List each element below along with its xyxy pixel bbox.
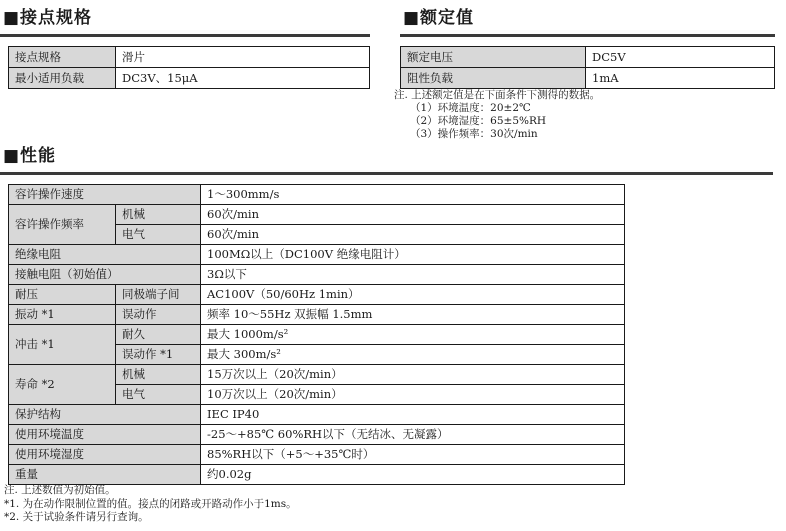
row-label-cell: 容许操作速度 (9, 185, 201, 205)
table-row (401, 47, 775, 68)
row-label-cell: 使用环境温度 (9, 425, 201, 445)
row-value-cell: 3Ω以下 (201, 265, 625, 285)
table-row (9, 465, 625, 485)
row-sublabel-cell: 耐久 (116, 325, 201, 345)
table-row (401, 68, 775, 89)
row-label-cell: 额定电压 (401, 47, 586, 68)
row-sublabel-cell: 电气 (116, 225, 201, 245)
performance-table (8, 184, 625, 485)
row-label-cell: 使用环境湿度 (9, 445, 201, 465)
note-line: 注. 上述数值为初始值。 (4, 484, 116, 496)
table-row (9, 365, 625, 385)
row-value-cell: 60次/min (201, 205, 625, 225)
note-line: （1）环境温度：20±2℃ (410, 102, 531, 114)
contact-spec-title: ■接点规格 (0, 6, 370, 37)
performance-notes (4, 484, 644, 525)
row-value-cell: IEC IP40 (201, 405, 625, 425)
rated-values-notes (394, 89, 774, 141)
row-label-cell: 接点规格 (9, 47, 116, 68)
contact-spec-section (0, 6, 370, 89)
table-row (9, 185, 625, 205)
row-label-cell: 冲击 *1 (9, 325, 116, 365)
row-value-cell: 10万次以上（20次/min） (201, 385, 625, 405)
rated-values-section (400, 6, 775, 89)
row-label-cell: 耐压 (9, 285, 116, 305)
table-row (9, 265, 625, 285)
row-sublabel-cell: 同极端子间 (116, 285, 201, 305)
table-row (9, 68, 370, 89)
row-label-cell: 绝缘电阻 (9, 245, 201, 265)
row-sublabel-cell: 机械 (116, 205, 201, 225)
table-row (9, 47, 370, 68)
table-row (9, 305, 625, 325)
row-value-cell: 最大 300m/s² (201, 345, 625, 365)
note-line: *2. 关于试验条件请另行查询。 (4, 511, 149, 523)
rated-values-title: ■额定值 (400, 6, 775, 37)
performance-section (0, 144, 773, 485)
rated-values-table (400, 46, 775, 89)
row-label-cell: 寿命 *2 (9, 365, 116, 405)
row-value-cell: 85%RH以下（+5～+35℃时） (201, 445, 625, 465)
table-row (9, 425, 625, 445)
note-line: *1. 为在动作限制位置的值。接点的闭路或开路动作小于1ms。 (4, 497, 297, 510)
row-label-cell: 最小适用负载 (9, 68, 116, 89)
table-row (9, 285, 625, 305)
row-sublabel-cell: 误动作 *1 (116, 345, 201, 365)
row-label-cell: 重量 (9, 465, 201, 485)
row-value-cell: DC5V (586, 47, 775, 68)
row-value-cell: 约0.02g (201, 465, 625, 485)
performance-title: ■性能 (0, 144, 773, 175)
table-row (9, 405, 625, 425)
note-line: 注. 上述额定值是在下面条件下测得的数据。 (394, 89, 601, 101)
table-row (9, 325, 625, 345)
row-value-cell: 60次/min (201, 225, 625, 245)
note-line: （3）操作频率：30次/min (410, 128, 538, 140)
row-value-cell: 1～300mm/s (201, 185, 625, 205)
row-value-cell: 1mA (586, 68, 775, 89)
table-row (9, 245, 625, 265)
row-value-cell: 100MΩ以上（DC100V 绝缘电阻计） (201, 245, 625, 265)
row-label-cell: 振动 *1 (9, 305, 116, 325)
table-row (9, 205, 625, 225)
note-line: （2）环境湿度：65±5%RH (410, 115, 547, 127)
row-value-cell: 最大 1000m/s² (201, 325, 625, 345)
row-value-cell: 频率 10～55Hz 双振幅 1.5mm (201, 305, 625, 325)
contact-spec-table (8, 46, 370, 89)
row-label-cell: 接触电阻（初始值） (9, 265, 201, 285)
row-value-cell: AC100V（50/60Hz 1min） (201, 285, 625, 305)
row-sublabel-cell: 机械 (116, 365, 201, 385)
row-label-cell: 阻性负载 (401, 68, 586, 89)
row-value-cell: DC3V、15μA (116, 68, 370, 89)
row-sublabel-cell: 电气 (116, 385, 201, 405)
row-value-cell: -25～+85℃ 60%RH以下（无结冰、无凝露） (201, 425, 625, 445)
row-label-cell: 容许操作频率 (9, 205, 116, 245)
table-row (9, 445, 625, 465)
row-label-cell: 保护结构 (9, 405, 201, 425)
row-value-cell: 15万次以上（20次/min） (201, 365, 625, 385)
row-value-cell: 滑片 (116, 47, 370, 68)
row-sublabel-cell: 误动作 (116, 305, 201, 325)
